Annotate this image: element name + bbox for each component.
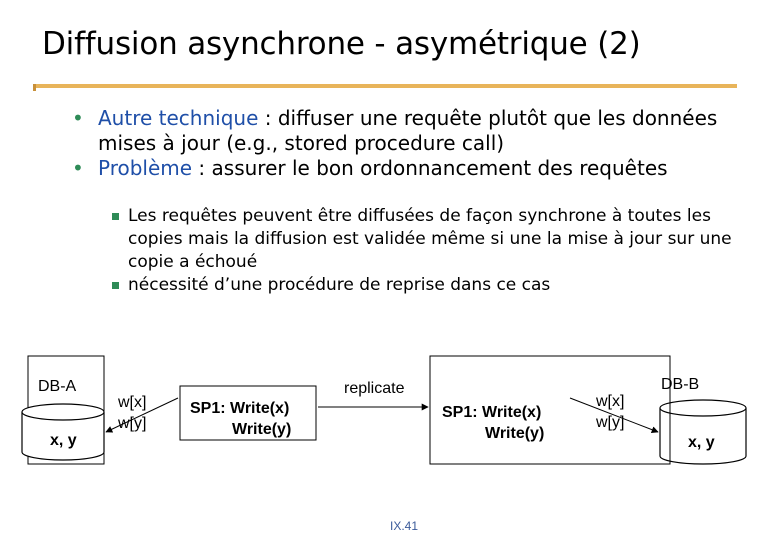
sp-right-line2: Write(y) xyxy=(485,425,545,442)
bullet-dot-icon: • xyxy=(72,106,84,130)
db-a-content: x, y xyxy=(50,432,77,449)
replicate-label: replicate xyxy=(344,380,405,397)
bullet-lead: Autre technique xyxy=(98,106,259,130)
db-b-label: DB-B xyxy=(661,376,700,393)
ops-right-line1: w[x] xyxy=(596,393,625,410)
sp-left-line1: SP1: Write(x) xyxy=(190,400,290,417)
db-a-label: DB-A xyxy=(38,378,77,395)
db-b-cylinder-icon xyxy=(660,400,746,464)
sub-bullet-text: Les requêtes peuvent être diffusées de façon synchrone à toutes les copies mais la diffusion est validée même si une la mise à jour sur une copie a échoué xyxy=(128,206,732,272)
db-b-content: x, y xyxy=(688,434,715,451)
page-title: Diffusion asynchrone - asymétrique (2) xyxy=(42,26,641,62)
sub-bullet-text: nécessité d’une procédure de reprise dans ce cas xyxy=(128,275,551,295)
bullet-dot-icon: • xyxy=(72,156,84,180)
ops-left-line2: w[y] xyxy=(118,415,147,432)
ops-right-line2: w[y] xyxy=(596,414,625,431)
bullet-lead: Problème xyxy=(98,156,193,180)
sp-left-line2: Write(y) xyxy=(232,421,292,438)
bullet-text: : diffuser une requête plutôt que les données mises à jour (e.g., stored procedure call) xyxy=(98,106,718,155)
sp-right-line1: SP1: Write(x) xyxy=(442,404,542,421)
slide-number: IX.41 xyxy=(390,519,419,533)
ops-left-line1: w[x] xyxy=(118,394,147,411)
bullet-text: : assurer le bon ordonnancement des requêtes xyxy=(192,156,668,180)
